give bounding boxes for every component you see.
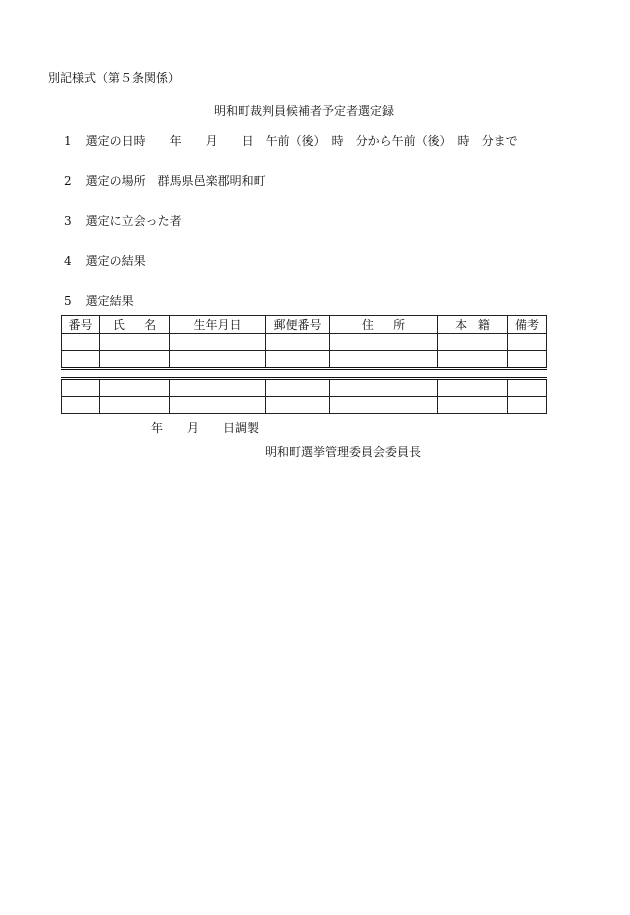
item-label: 選定に立会った者 xyxy=(85,214,182,228)
header-domicile: 本籍 xyxy=(438,316,508,334)
header-birthdate: 生年月日 xyxy=(170,316,266,334)
preparation-date: 年 月 日調製 xyxy=(151,421,260,435)
item-number: 3 xyxy=(64,214,72,228)
results-table xyxy=(61,315,547,414)
item-number: 2 xyxy=(64,174,72,188)
table-row xyxy=(62,379,547,397)
table-break-separator xyxy=(62,369,547,379)
table-row xyxy=(62,351,547,369)
table-row xyxy=(62,397,547,414)
item-number: 4 xyxy=(64,254,72,268)
item-number: 5 xyxy=(64,294,72,308)
item-results xyxy=(64,293,134,309)
item-label: 選定の結果 xyxy=(85,254,146,268)
table-header-row xyxy=(62,316,547,334)
item-label: 選定の場所 xyxy=(85,174,146,188)
form-label: 別記様式（第５条関係） xyxy=(48,71,181,85)
item-number: 1 xyxy=(64,134,72,148)
item-place xyxy=(64,173,266,189)
signatory: 明和町選挙管理委員会委員長 xyxy=(265,445,422,459)
item-outcome xyxy=(64,253,146,269)
header-name: 氏名 xyxy=(100,316,170,334)
header-postal-code: 郵便番号 xyxy=(266,316,330,334)
document-title: 明和町裁判員候補者予定者選定録 xyxy=(214,104,395,118)
item-datetime xyxy=(64,133,518,149)
item-witnesses xyxy=(64,213,182,229)
header-remarks: 備考 xyxy=(508,316,547,334)
table-row xyxy=(62,334,547,351)
item-label: 選定の日時 xyxy=(85,134,146,148)
item-label: 選定結果 xyxy=(85,294,134,308)
item-value: 群馬県邑楽郡明和町 xyxy=(157,174,266,188)
header-address: 住所 xyxy=(330,316,438,334)
item-value: 年 月 日 午前（後） 時 分から午前（後） 時 分まで xyxy=(169,134,518,148)
header-number: 番号 xyxy=(62,316,100,334)
